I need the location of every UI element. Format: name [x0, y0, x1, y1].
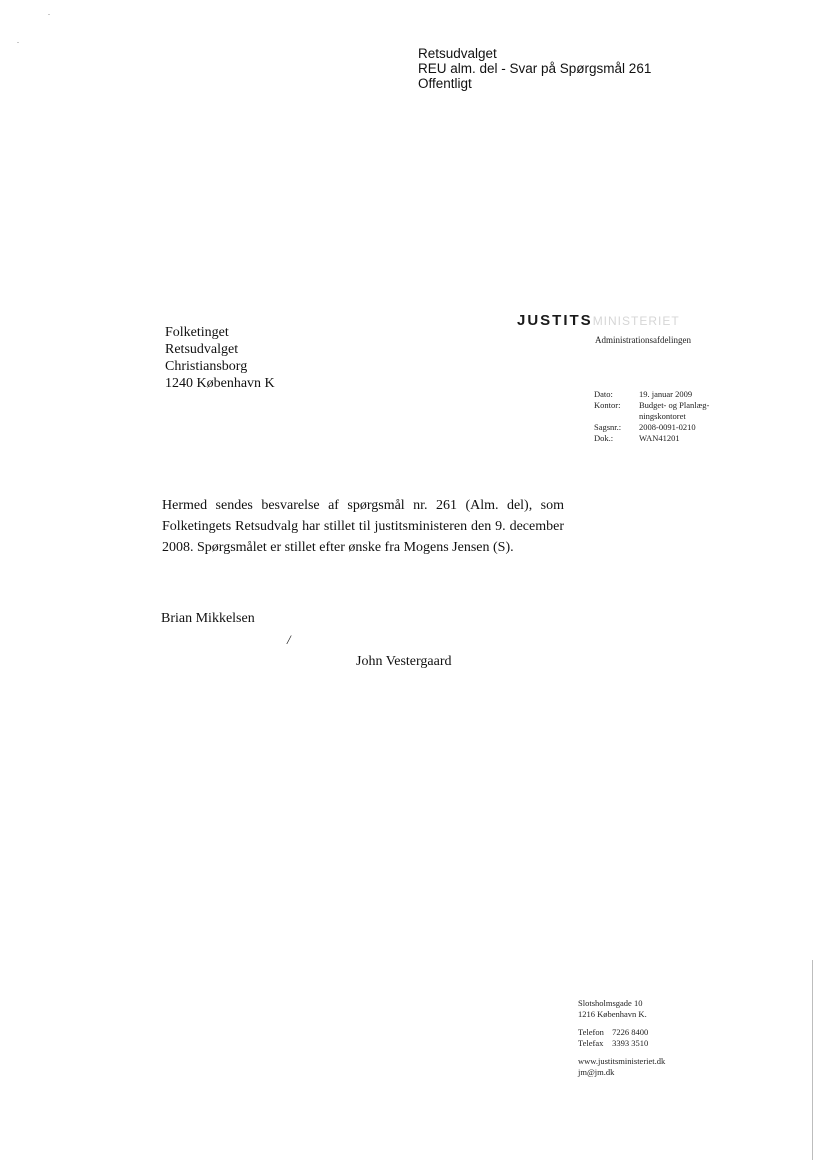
committee-name: Retsudvalget: [418, 46, 497, 61]
footer-email: jm@jm.dk: [578, 1066, 615, 1077]
metadata-label: Kontor:: [594, 400, 621, 410]
metadata-value: Budget- og Planlæg- ningskontoret: [639, 400, 710, 421]
ministry-logo: [517, 312, 680, 329]
metadata-row-document: [594, 433, 719, 444]
footer-address-line: Slotsholmsgade 10: [578, 998, 643, 1008]
scan-speck: [17, 42, 19, 43]
metadata-label: Dato:: [594, 389, 613, 399]
metadata-table: [594, 389, 719, 444]
recipient-line: Retsudvalget: [165, 342, 239, 357]
department-name: Administrationsafdelingen: [595, 335, 691, 345]
signature-separator: /: [287, 632, 291, 647]
recipient-line: Folketinget: [165, 325, 229, 340]
header-stamp: [418, 46, 651, 91]
recipient-line: 1240 København K: [165, 376, 275, 391]
footer-website: www.justitsministeriet.dk: [578, 1056, 666, 1066]
metadata-value: WAN41201: [639, 433, 680, 443]
signature-official: John Vestergaard: [356, 654, 452, 669]
signature-minister: Brian Mikkelsen: [161, 611, 255, 626]
metadata-value: 2008-0091-0210: [639, 422, 696, 432]
footer-address-line: 1216 København K.: [578, 1008, 647, 1019]
metadata-row-office: [594, 400, 719, 422]
letter-metadata: [594, 389, 719, 444]
metadata-row-case-number: [594, 422, 719, 433]
metadata-label: Dok.:: [594, 433, 614, 443]
recipient-line: Christiansborg: [165, 359, 248, 374]
footer-fax: [578, 1038, 665, 1049]
letter-body: Hermed sendes besvarelse af spørgsmål nr. 261 (Alm. del), som Folketingets Retsudvalg har stillet til justitsministeren den 9. december 2008. Spørgsmålet er stillet efter ønske fra Mogens Jensen (S).: [162, 498, 564, 555]
scan-speck: [48, 14, 50, 15]
fax-number: 3393 3510: [612, 1037, 649, 1048]
metadata-label: Sagsnr.:: [594, 422, 622, 432]
fax-label: Telefax: [578, 1037, 604, 1048]
footer-phone: [578, 1027, 665, 1038]
publicity-status: Offentligt: [418, 76, 472, 91]
phone-number: 7226 8400: [612, 1027, 649, 1037]
metadata-value: 19. januar 2009: [639, 389, 693, 399]
phone-label: Telefon: [578, 1027, 604, 1037]
document-reference: REU alm. del - Svar på Spørgsmål 261: [418, 61, 652, 76]
logo-text: JUSTITS: [517, 312, 593, 329]
metadata-row-date: [594, 389, 719, 400]
footer-contact: [578, 998, 665, 1077]
scan-edge-line: [812, 960, 813, 1160]
logo-faded-text: MINISTERIET: [592, 314, 680, 328]
recipient-address: [165, 324, 275, 392]
